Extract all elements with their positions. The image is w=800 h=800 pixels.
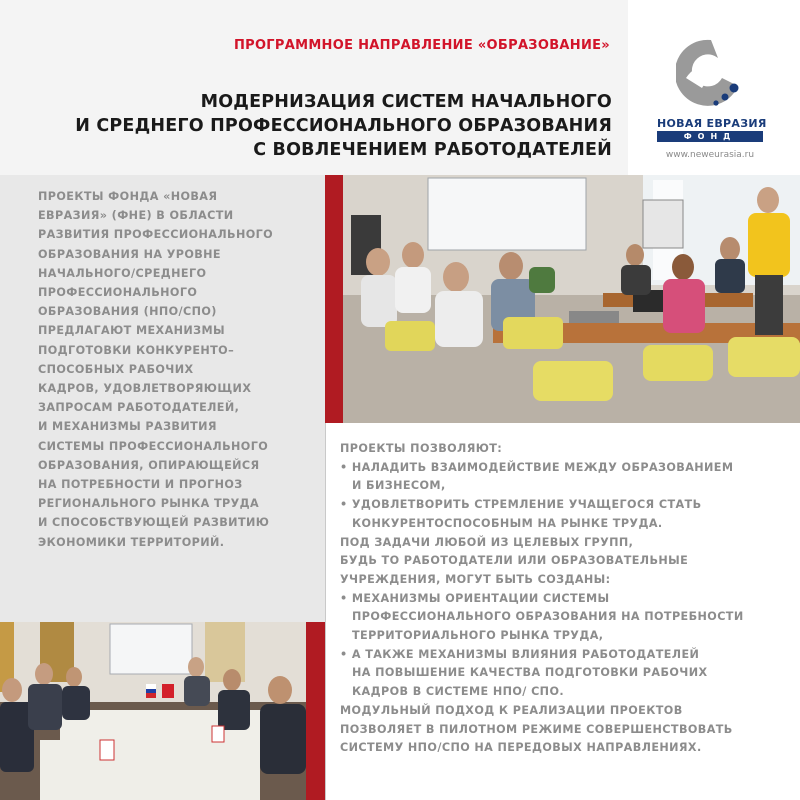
title-line: МОДЕРНИЗАЦИЯ СИСТЕМ НАЧАЛЬНОГО xyxy=(200,92,612,112)
intro-text xyxy=(38,187,318,552)
training-room-photo xyxy=(343,175,800,423)
foundation-logo xyxy=(628,0,800,175)
bullet-continuation: И БИЗНЕСОМ, xyxy=(352,479,446,493)
intro-line: НА ПОТРЕБНОСТИ И ПРОГНОЗ xyxy=(38,478,243,492)
intro-line: РЕГИОНАЛЬНОГО РЫНКА ТРУДА xyxy=(38,497,260,511)
bullet-item: • МЕХАНИЗМЫ ОРИЕНТАЦИИ СИСТЕМЫ xyxy=(340,591,610,605)
intro-line: ЭКОНОМИКИ ТЕРРИТОРИЙ. xyxy=(38,535,225,549)
column-divider xyxy=(325,423,326,800)
body-line: ПОЗВОЛЯЕТ В ПИЛОТНОМ РЕЖИМЕ СОВЕРШЕНСТВОВАТЬ xyxy=(340,722,733,736)
intro-line: ОБРАЗОВАНИЯ (НПО/СПО) xyxy=(38,305,217,319)
website-url[interactable]: www.neweurasia.ru xyxy=(665,150,755,160)
bullet-item: • УДОВЛЕТВОРИТЬ СТРЕМЛЕНИЕ УЧАЩЕГОСЯ СТАТЬ xyxy=(340,498,702,512)
red-accent-strip xyxy=(325,175,343,423)
logo-name: НОВАЯ ЕВРАЗИЯ xyxy=(657,117,767,130)
intro-line: ПОДГОТОВКИ КОНКУРЕНТО– xyxy=(38,343,235,357)
bullet-continuation: НА ПОВЫШЕНИЕ КАЧЕСТВА ПОДГОТОВКИ РАБОЧИХ xyxy=(352,666,708,680)
intro-line: СПОСОБНЫХ РАБОЧИХ xyxy=(38,362,194,376)
meeting-photo xyxy=(0,622,306,800)
logo-fond-bar: ФОНД xyxy=(657,131,763,142)
header-band xyxy=(0,0,628,175)
body-line: МОДУЛЬНЫЙ ПОДХОД К РЕАЛИЗАЦИИ ПРОЕКТОВ xyxy=(340,703,683,717)
body-line: ПОД ЗАДАЧИ ЛЮБОЙ ИЗ ЦЕЛЕВЫХ ГРУПП, xyxy=(340,535,634,549)
body-line: ПРОЕКТЫ ПОЗВОЛЯЮТ: xyxy=(340,442,503,455)
title-line: И СРЕДНЕГО ПРОФЕССИОНАЛЬНОГО ОБРАЗОВАНИЯ xyxy=(75,116,612,136)
body-line: БУДЬ ТО РАБОТОДАТЕЛИ ИЛИ ОБРАЗОВАТЕЛЬНЫЕ xyxy=(340,554,689,568)
red-accent-strip-bottom xyxy=(306,622,325,800)
intro-line: СИСТЕМЫ ПРОФЕССИОНАЛЬНОГО xyxy=(38,439,269,453)
intro-line: И МЕХАНИЗМЫ РАЗВИТИЯ xyxy=(38,420,217,434)
title-line: С ВОВЛЕЧЕНИЕМ РАБОТОДАТЕЛЕЙ xyxy=(253,140,612,160)
logo-mark-icon xyxy=(676,38,746,110)
meeting-illustration xyxy=(0,622,306,800)
body-line: СИСТЕМУ НПО/СПО НА ПЕРЕДОВЫХ НАПРАВЛЕНИЯХ. xyxy=(340,741,702,755)
program-heading: ПРОГРАММНОЕ НАПРАВЛЕНИЕ «ОБРАЗОВАНИЕ» xyxy=(233,38,610,53)
bullet-continuation: ПРОФЕССИОНАЛЬНОГО ОБРАЗОВАНИЯ НА ПОТРЕБНОСТИ xyxy=(352,610,744,624)
intro-line: ПРОФЕССИОНАЛЬНОГО xyxy=(38,286,198,300)
projects-description xyxy=(340,440,780,758)
intro-line: РАЗВИТИЯ ПРОФЕССИОНАЛЬНОГО xyxy=(38,228,274,242)
intro-line: ОБРАЗОВАНИЯ, ОПИРАЮЩЕЙСЯ xyxy=(38,458,260,472)
page-title xyxy=(75,90,612,162)
bullet-item: • НАЛАДИТЬ ВЗАИМОДЕЙСТВИЕ МЕЖДУ ОБРАЗОВАНИЕМ xyxy=(340,460,734,474)
bullet-continuation: КАДРОВ В СИСТЕМЕ НПО/ СПО. xyxy=(352,685,564,699)
intro-line: И СПОСОБСТВУЮЩЕЙ РАЗВИТИЮ xyxy=(38,516,270,530)
intro-panel xyxy=(0,175,325,622)
body-line: УЧРЕЖДЕНИЯ, МОГУТ БЫТЬ СОЗДАНЫ: xyxy=(340,572,611,586)
intro-line: ПРЕДЛАГАЮТ МЕХАНИЗМЫ xyxy=(38,324,226,338)
intro-line: ПРОЕКТЫ ФОНДА «НОВАЯ xyxy=(38,190,218,203)
intro-line: НАЧАЛЬНОГО/СРЕДНЕГО xyxy=(38,266,207,280)
training-room-illustration xyxy=(343,175,800,423)
intro-line: ЕВРАЗИЯ» (ФНЕ) В ОБЛАСТИ xyxy=(38,209,234,223)
intro-line: ОБРАЗОВАНИЯ НА УРОВНЕ xyxy=(38,247,221,261)
bullet-continuation: ТЕРРИТОРИАЛЬНОГО РЫНКА ТРУДА, xyxy=(352,629,604,643)
bullet-continuation: КОНКУРЕНТОСПОСОБНЫМ НА РЫНКЕ ТРУДА. xyxy=(352,516,663,530)
bullet-item: • А ТАКЖЕ МЕХАНИЗМЫ ВЛИЯНИЯ РАБОТОДАТЕЛЕЙ xyxy=(340,647,700,661)
intro-line: ЗАПРОСАМ РАБОТОДАТЕЛЕЙ, xyxy=(38,401,240,415)
intro-line: КАДРОВ, УДОВЛЕТВОРЯЮЩИХ xyxy=(38,382,252,396)
